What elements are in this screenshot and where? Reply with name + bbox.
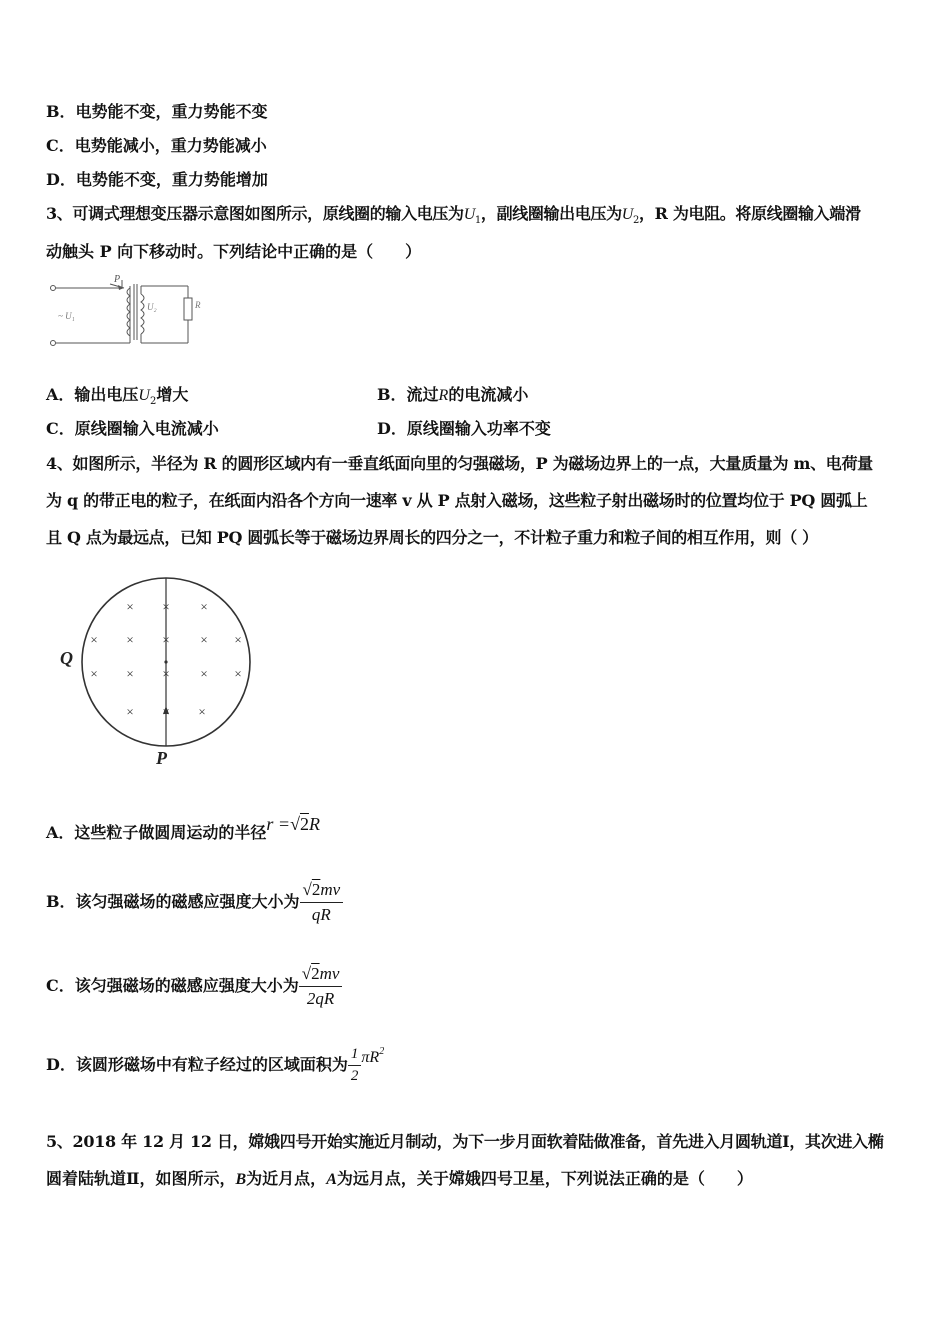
q5-stem-line2: 圆着陆轨道Ⅱ，如图所示，B为近月点，A为远月点，关于嫦娥四号卫星，下列说法正确的是（ ） (46, 1169, 753, 1188)
q4-option-a: A．这些粒子做圆周运动的半径r =√2R (46, 814, 320, 842)
q2-option-d: D．电势能不变，重力势能增加 (46, 170, 268, 189)
q3-option-a: A．输出电压$U_2$增大 (46, 385, 189, 408)
input-terminal-top (51, 286, 56, 291)
q3-option-c: C．原线圈输入电流减小 (46, 419, 219, 438)
field-into-page-mark: × (234, 632, 242, 647)
q3-option-d: D．原线圈输入功率不变 (377, 419, 551, 438)
q3-option-b: B．流过R的电流减小 (377, 385, 529, 404)
transformer-figure (44, 272, 214, 354)
magnetic-field-figure (56, 574, 266, 770)
field-into-page-mark: × (200, 599, 208, 614)
q2-option-c: C．电势能减小，重力势能减小 (46, 136, 267, 155)
q2-option-b: B．电势能不变，重力势能不变 (46, 102, 268, 121)
field-into-page-mark: × (162, 704, 170, 719)
q4-option-d: D．该圆形磁场中有粒子经过的区域面积为 $\frac{1}{2}$ $\pi R^2$ (46, 1045, 385, 1084)
q4-stem-line1: 4、如图所示，半径为 R 的圆形区域内有一垂直纸面向里的匀强磁场，P 为磁场边界上的一点，大量质量为 m、电荷量 (46, 454, 873, 473)
q3-stem-line1: 3、可调式理想变压器示意图如图所示，原线圈的输入电压为$U_1$，副线圈输出电压为$U_2$，R 为电阻。将原线圈输入端滑 (46, 204, 861, 227)
q4-stem-line2: 为 q 的带正电的粒子，在纸面内沿各个方向一速率 v 从 P 点射入磁场，这些粒子射出磁场时的位置均位于 PQ 圆弧上 (46, 491, 868, 510)
q4-option-b: B．该匀强磁场的磁感应强度大小为 $\frac{√2mv}{qR}$ (46, 880, 343, 925)
label-q: Q (60, 648, 73, 668)
field-into-page-mark: × (200, 666, 208, 681)
field-into-page-mark: × (126, 599, 134, 614)
q5-stem-line1: 5、2018 年 12 月 12 日，嫦娥四号开始实施近月制动，为下一步月面软着陆做准备，首先进入月圆轨道Ⅰ，其次进入椭 (46, 1132, 884, 1151)
q4-stem-line3: 且 Q 点为最远点，已知 PQ 圆弧长等于磁场边界周长的四分之一，不计粒子重力和粒子间的相互作用，则（ ） (46, 528, 818, 547)
field-into-page-mark: × (90, 666, 98, 681)
field-into-page-mark: × (126, 666, 134, 681)
q4-option-c: C．该匀强磁场的磁感应强度大小为 $\frac{√2mv}{2qR}$ (46, 964, 342, 1009)
primary-coil (127, 288, 130, 336)
field-into-page-mark: × (162, 599, 170, 614)
label-u2: U₂ (147, 302, 157, 312)
label-p: P (156, 748, 167, 768)
field-into-page-mark: × (126, 704, 134, 719)
field-into-page-mark: × (126, 632, 134, 647)
field-into-page-mark: × (200, 632, 208, 647)
secondary-coil (141, 294, 144, 334)
label-u1: ~ U₁ (58, 311, 75, 321)
label-r: R (195, 300, 201, 310)
field-into-page-mark: × (162, 666, 170, 681)
center-dot (164, 660, 167, 663)
q3-stem-line2: 动触头 P 向下移动时。下列结论中正确的是（ ） (46, 242, 422, 261)
field-into-page-mark: × (234, 666, 242, 681)
input-terminal-bottom (51, 341, 56, 346)
field-into-page-mark: × (162, 632, 170, 647)
resistor-r (184, 298, 192, 320)
field-into-page-mark: × (90, 632, 98, 647)
field-into-page-mark: × (198, 704, 206, 719)
label-p: P (114, 274, 121, 285)
